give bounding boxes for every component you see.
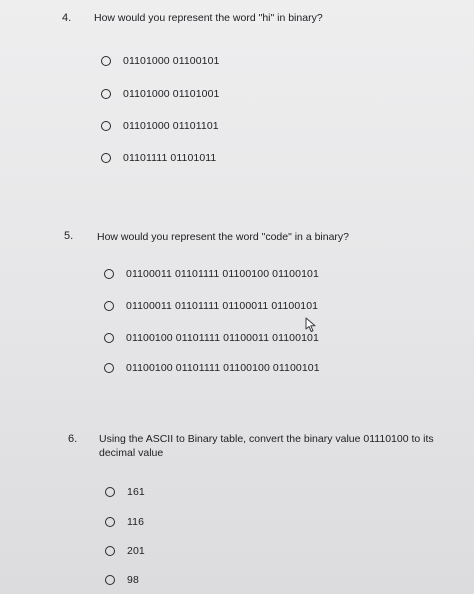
option-label: 01100100 01101111 01100100 01100101 [126, 362, 320, 374]
radio-button[interactable] [104, 363, 114, 373]
answer-option[interactable] [101, 88, 220, 100]
radio-button[interactable] [101, 121, 111, 131]
question-number: 4. [62, 12, 72, 24]
radio-button[interactable] [104, 333, 114, 343]
option-label: 01100011 01101111 01100011 01100101 [126, 300, 319, 312]
answer-option[interactable] [101, 152, 216, 164]
radio-button[interactable] [105, 546, 115, 556]
radio-button[interactable] [105, 487, 115, 497]
question-text: How would you represent the word "hi" in binary? [94, 12, 323, 24]
radio-button[interactable] [104, 269, 114, 279]
option-label: 161 [127, 486, 145, 498]
question-text: How would you represent the word "code" in a binary? [97, 231, 350, 243]
radio-button[interactable] [105, 575, 115, 585]
answer-option[interactable] [105, 516, 144, 528]
answer-option[interactable] [105, 574, 139, 586]
mouse-pointer-icon [305, 317, 317, 333]
answer-option[interactable] [104, 332, 319, 344]
option-label: 01100100 01101111 01100011 01100101 [126, 332, 319, 344]
option-label: 01101000 01101001 [123, 88, 220, 100]
answer-option[interactable] [101, 120, 219, 132]
option-label: 01101000 01101101 [123, 120, 219, 132]
option-label: 01101111 01101011 [123, 152, 217, 164]
radio-button[interactable] [101, 153, 111, 163]
option-label: 01100011 01101111 01100100 01100101 [126, 268, 319, 280]
answer-option[interactable] [105, 545, 145, 557]
radio-button[interactable] [101, 89, 111, 99]
answer-option[interactable] [104, 268, 319, 280]
answer-option[interactable] [101, 55, 220, 67]
option-label: 98 [127, 574, 139, 586]
question-text: Using the ASCII to Binary table, convert the binary value 01110100 to its decimal value [99, 433, 434, 459]
answer-option[interactable] [104, 300, 318, 312]
option-label: 116 [127, 516, 145, 528]
option-label: 01101000 01100101 [123, 55, 220, 67]
radio-button[interactable] [101, 56, 111, 66]
radio-button[interactable] [105, 517, 115, 527]
option-label: 201 [127, 545, 145, 557]
question-number: 6. [68, 433, 78, 445]
radio-button[interactable] [104, 301, 114, 311]
answer-option[interactable] [104, 362, 320, 374]
question-number: 5. [64, 230, 74, 242]
answer-option[interactable] [105, 486, 145, 498]
